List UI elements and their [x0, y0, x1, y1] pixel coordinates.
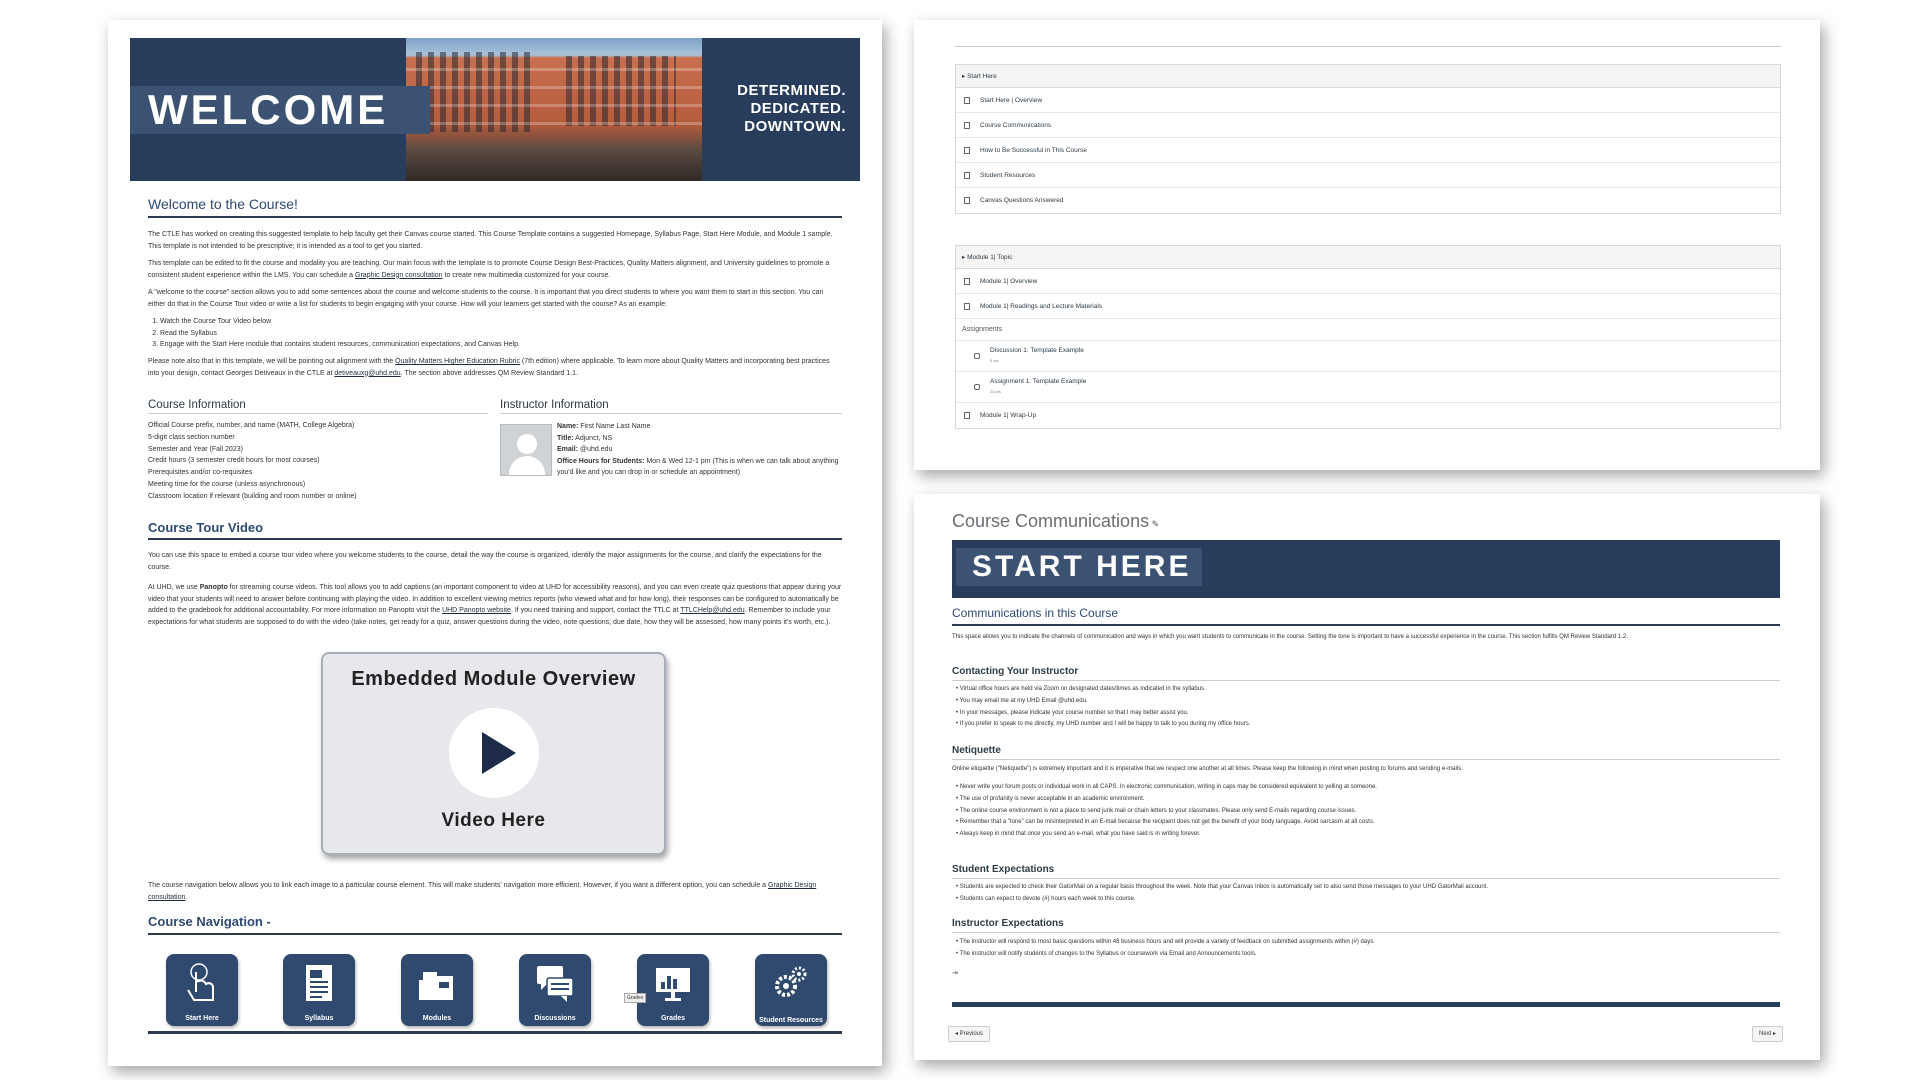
intro-paragraph: The CTLE has worked on creating this suggested template to help faculty get their Canvas course started. This Course Template contains a suggested Homepage, Syllabus Page, Start Here Module, and Module 1 sample. This template is not intended to be prescriptive; it is intended as a tool to get you started. [148, 231, 833, 250]
video-title: Embedded Module Overview [351, 668, 636, 690]
page-icon [964, 122, 970, 129]
page-icon [964, 172, 970, 179]
page-icon [964, 278, 970, 285]
instructor-avatar [500, 424, 552, 476]
monitor-chart-icon [653, 962, 693, 1006]
assignment-icon [974, 384, 980, 390]
navigation-paragraph: The course navigation below allows you to link each image to a particular course element. This will make students' navigation more efficient. However, if you want a different option, you can schedule a Graphic Design consultation. [148, 882, 817, 901]
nav-student-resources-button[interactable]: Student Resources [755, 954, 827, 1026]
netiquette-intro: Online etiquette ("Netiquette") is extremely important and it is imperative that we respect one another at all times. Please keep the following in mind when posting to forums and sending e-mails. [952, 766, 1463, 772]
module-1-topic [955, 245, 1781, 429]
welcome-section-paragraph: A "welcome to the course" section allows you to add some sentences about the course and welcome students to the course. It is important that you direct students to where you want them to start in this section. You can either do that in the Course Tour video or write a list for students to begin engaging with your course. How will your learners get started with the course? As an example: [148, 289, 824, 308]
nav-start-here-button[interactable]: Start Here [166, 954, 238, 1026]
grades-tooltip: Grades [624, 993, 646, 1003]
hand-pointer-icon [182, 962, 222, 1006]
folder-icon [417, 962, 457, 1006]
page-title: Course Communications ✎ [952, 511, 1160, 531]
module-item[interactable]: Assignment 1: Template Example 25 pts [956, 372, 1780, 403]
communications-intro: This space allows you to indicate the channels of communication and ways in which you want students to communicate in the course. Setting the tone is important to have a successful experience in the course. This section fulfills QM Review Standard 1.2. [952, 634, 1628, 640]
graphic-design-link[interactable]: Graphic Design consultation [355, 271, 443, 279]
module-header[interactable]: ▸ Start Here [956, 65, 1780, 88]
nav-grades-button[interactable]: Grades [637, 954, 709, 1026]
panopto-website-link[interactable]: UHD Panopto website [442, 607, 511, 614]
gears-icon [771, 962, 811, 1006]
module-header[interactable]: ▸ Module 1| Topic [956, 246, 1780, 269]
play-icon[interactable] [449, 708, 539, 798]
page-icon [964, 147, 970, 154]
course-info-heading: Course Information [148, 399, 246, 411]
communications-heading: Communications in this Course [952, 606, 1119, 620]
module-item[interactable]: Student Resources [956, 163, 1780, 188]
course-navigation-heading: Course Navigation - [148, 914, 271, 929]
motto: DETERMINED. DEDICATED. DOWNTOWN. [737, 82, 846, 135]
detiveaux-email-link[interactable]: detiveauxg@uhd.edu [334, 369, 401, 377]
qm-paragraph: Please note also that in this template, we will be pointing out alignment with the Quality Matters Higher Education Rubric (7th edition) where applicable. To learn more about Quality Matters and incorporating best practices into your design, contact Georges Detiveaux in the CTLE at detiveauxg@uhd.edu. The section above addresses QM Review Standard 1.1. [148, 358, 830, 377]
tour-paragraph-1: You can use this space to embed a course tour video where you welcome students to the course, detail the way the course is organized, identify the major assignments for the course, and clarify the expectations for the course. [148, 552, 822, 571]
page-icon [964, 303, 970, 310]
welcome-page-panel [108, 20, 882, 1066]
course-tour-heading: Course Tour Video [148, 520, 264, 535]
module-item[interactable]: Module 1| Wrap-Up [956, 403, 1780, 428]
student-expectations-list: • Students are expected to check their GatorMail on a regular basis throughout the week. Note that your Canvas Inbox is automatically set to also send those messages to your UHD GatorMail account. • Students can expect to devote (#) hours each week to this course. [956, 882, 1776, 906]
discussion-icon [974, 353, 980, 359]
module-item[interactable]: Module 1| Readings and Lecture Materials [956, 294, 1780, 319]
netiquette-heading: Netiquette [952, 745, 1001, 756]
course-info-list: Official Course prefix, number, and name (MATH, College Algebra) 5-digit class section number Semester and Year (Fall 2023) Credit hours (3 semester credit hours for most courses) Prerequisites and/or co-requisites Meeting time for the course (unless asynchronous) Classroom location if relevant (building and room number or online) [148, 422, 357, 500]
nav-modules-button[interactable]: Modules [401, 954, 473, 1026]
chat-bubbles-icon [535, 962, 575, 1006]
building-photo [406, 38, 702, 181]
edit-icon[interactable]: ✎ [1149, 519, 1160, 529]
document-icon [299, 962, 339, 1006]
page-icon [964, 197, 970, 204]
contacting-heading: Contacting Your Instructor [952, 666, 1079, 677]
graphic-design-link-2[interactable]: Graphic Design consultation [148, 882, 817, 901]
student-expectations-heading: Student Expectations [952, 864, 1055, 875]
tour-paragraph-2: At UHD, we use Panopto for streaming course videos. This tool allows you to add captions (an important component to video at UHD for accessibility reasons), and you can even create quiz questions that appear during your video that your students will need to answer before continuing with playing the video. In addition to excellent viewing metrics reports (who viewed what and for how long), their responses can be configured to automatically be added to the gradebook for additional accountability. For more information on Panopto visit the UHD Panopto website. If you need training and support, contact the TTLC at TTLCHelp@uhd.edu. Remember to include your expectations for what students are supposed to do with the video (take notes, get ready for a quiz, answer questions during the video, note questions, due date, how they will be assessed, how many points it's worth, etc.). [148, 584, 842, 626]
instructor-info-heading: Instructor Information [500, 399, 609, 411]
page-icon [964, 97, 970, 104]
embedded-video-placeholder[interactable] [321, 652, 666, 855]
welcome-banner [130, 38, 860, 181]
start-here-title: START HERE [972, 550, 1192, 583]
module-item[interactable]: Discussion 1: Template Example 5 pts [956, 341, 1780, 372]
steps-list: 1. Watch the Course Tour Video below 2. Read the Syllabus 3. Engage with the Start Here module that contains student resources, communication expectations, and Canvas Help. [148, 316, 842, 351]
nav-syllabus-button[interactable]: Syllabus [283, 954, 355, 1026]
video-caption: Video Here [441, 810, 546, 831]
ttlc-email-link[interactable]: TTLCHelp@uhd.edu [680, 607, 745, 614]
qm-rubric-link[interactable]: Quality Matters Higher Education Rubric [395, 358, 520, 365]
nav-discussions-button[interactable]: Discussions [519, 954, 591, 1026]
instructor-expectations-heading: Instructor Expectations [952, 918, 1064, 929]
instructor-details: Name: First Name Last Name Title: Adjunct, NS Email: @uhd.edu Office Hours for Students: Mon & Wed 12-1 pm (This is when we can talk about anything you'd like and you can drop in or schedule an appointment) [557, 423, 839, 476]
communications-page-panel [914, 494, 1820, 1060]
external-link-icon: ⇥ [952, 970, 958, 977]
welcome-banner-title: WELCOME [148, 86, 389, 133]
start-here-banner [952, 540, 1780, 598]
modules-page-panel [914, 20, 1820, 470]
module-item[interactable]: Canvas Questions Answered [956, 188, 1780, 213]
module-item[interactable]: How to Be Successful in This Course [956, 138, 1780, 163]
netiquette-list: • Never write your forum posts or individual work in all CAPS. In electronic communication, writing in caps may be considered equivalent to yelling at someone. • The use of profanity is never acceptable in an academic environment. • The online course environment is not a place to send junk mail or chain letters to your classmates. Please only send E-mails regarding course issues. • Remember that a "tone" can be misinterpreted in an E-mail because the recipient does not get the benefit of your body language. Avoid sarcasm at all costs. • Always keep in mind that once you send an e-mail, what you have said is in writing forever. [956, 782, 1776, 841]
module-item[interactable]: Course Communications [956, 113, 1780, 138]
module-item[interactable]: Module 1| Overview [956, 269, 1780, 294]
welcome-heading: Welcome to the Course! [148, 196, 298, 212]
module-start-here [955, 64, 1781, 214]
contact-list: • Virtual office hours are held via Zoom on designated dates/times as indicated in the syllabus. • You may email me at my UHD Email @uhd.edu. • In your messages, please indicate your course number so that I may better assist you. • If you prefer to speak to me directly, my UHD number and I will be happy to talk to you during my office hours. [956, 684, 1776, 731]
previous-button[interactable]: ◂ Previous [948, 1026, 990, 1042]
assignments-subheader: Assignments [956, 319, 1780, 341]
instructor-expectations-list: • The instructor will respond to most basic questions within 48 business hours and will provide a variety of feedback on submitted assignments within (#) days. • The instructor will notify students of changes to the Syllabus or coursework via Email and Announcements tools. [956, 937, 1776, 961]
module-item[interactable]: Start Here | Overview [956, 88, 1780, 113]
next-button[interactable]: Next ▸ [1752, 1026, 1783, 1042]
template-paragraph: This template can be edited to fit the course and modality you are teaching. Our main focus with the template is to promote Course Design Best-Practices, Quality Matters alignment, and University guidelines to promote a consistent student experience within the LMS. You can schedule a Graphic Design consultation to create new multimedia customized for your course. [148, 260, 830, 279]
page-icon [964, 412, 970, 419]
